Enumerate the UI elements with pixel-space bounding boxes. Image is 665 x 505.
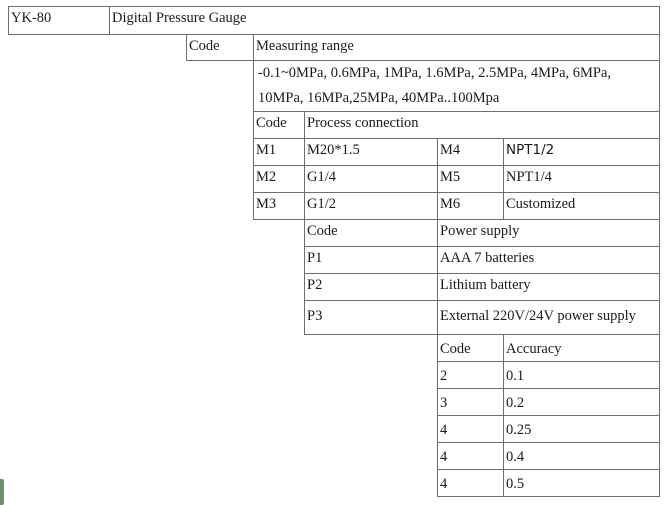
measuring-range-title: Measuring range: [253, 34, 660, 61]
accuracy-code-5: 4: [437, 469, 504, 497]
accuracy-value-1: 0.1: [503, 361, 660, 389]
power-supply-value-p3: External 220V/24V power supply: [437, 300, 660, 335]
measuring-range-values: -0.1~0MPa, 0.6MPa, 1MPa, 1.6MPa, 2.5MPa, 4MPa, 6MPa, 10MPa, 16MPa,25MPa, 40MPa..100Mpa: [253, 60, 660, 112]
accuracy-code-3: 4: [437, 415, 504, 443]
model-code: YK-80: [8, 6, 110, 35]
accuracy-value-5: 0.5: [503, 469, 660, 497]
power-supply-value-p1: AAA 7 batteries: [437, 246, 660, 274]
power-supply-code-p3: P3: [304, 300, 438, 335]
process-connection-value-m5: NPT1/4: [503, 165, 660, 193]
power-supply-code-p1: P1: [304, 246, 438, 274]
accuracy-value-2: 0.2: [503, 388, 660, 416]
accuracy-code-4: 4: [437, 442, 504, 470]
model-name: Digital Pressure Gauge: [109, 6, 660, 35]
accuracy-value-4: 0.4: [503, 442, 660, 470]
process-connection-code-m3: M3: [253, 192, 305, 220]
accuracy-value-3: 0.25: [503, 415, 660, 443]
process-connection-value-m2: G1/4: [304, 165, 438, 193]
edge-tab-marker: [0, 479, 4, 505]
process-connection-code-m4: M4: [437, 138, 504, 166]
process-connection-value-m4: NPT1/2: [503, 138, 660, 166]
power-supply-code-p2: P2: [304, 273, 438, 301]
power-supply-value-p2: Lithium battery: [437, 273, 660, 301]
accuracy-code-2: 3: [437, 388, 504, 416]
accuracy-code-1: 2: [437, 361, 504, 389]
measuring-range-code-header: Code: [186, 34, 254, 61]
process-connection-code-m2: M2: [253, 165, 305, 193]
process-connection-code-header: Code: [253, 111, 305, 139]
process-connection-value-m6: Customized: [503, 192, 660, 220]
power-supply-title: Power supply: [437, 219, 660, 247]
process-connection-value-m3: G1/2: [304, 192, 438, 220]
accuracy-code-header: Code: [437, 334, 504, 362]
process-connection-title: Process connection: [304, 111, 660, 139]
process-connection-value-m1: M20*1.5: [304, 138, 438, 166]
accuracy-title: Accuracy: [503, 334, 660, 362]
process-connection-code-m1: M1: [253, 138, 305, 166]
power-supply-code-header: Code: [304, 219, 438, 247]
process-connection-code-m5: M5: [437, 165, 504, 193]
process-connection-code-m6: M6: [437, 192, 504, 220]
